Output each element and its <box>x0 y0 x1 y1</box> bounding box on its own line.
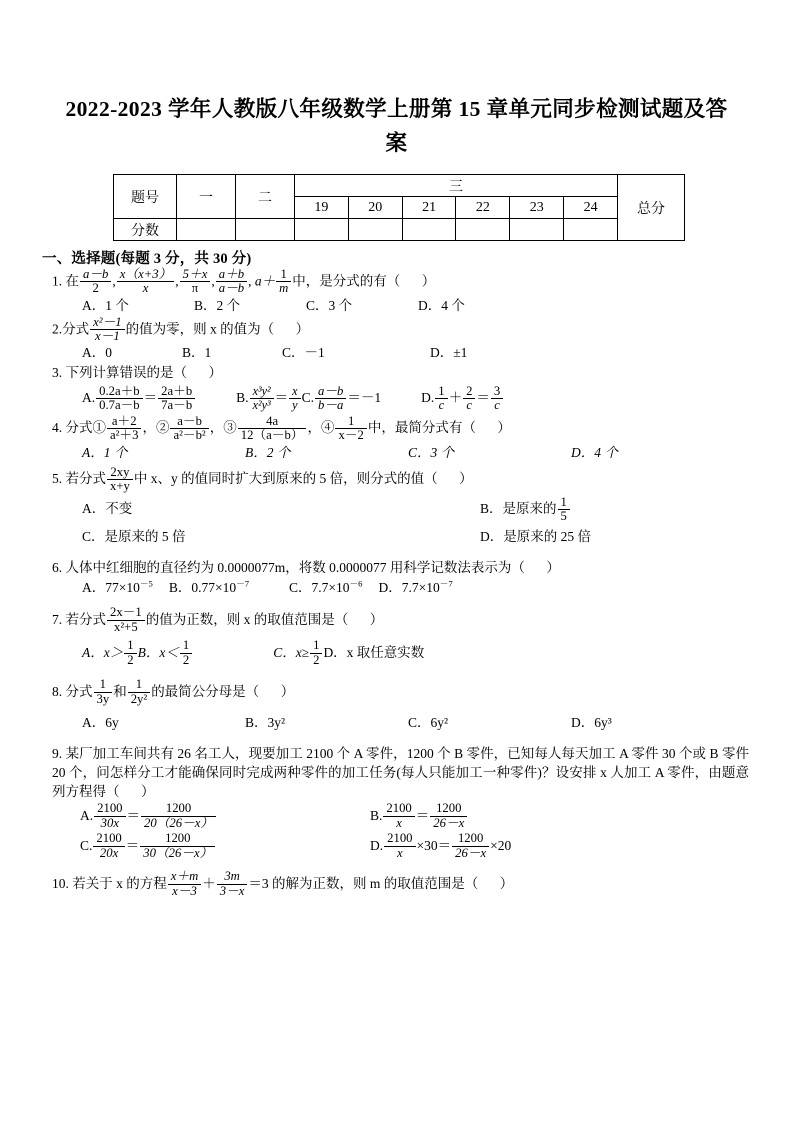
question-10-close: ） <box>499 875 514 891</box>
q3-option-b[interactable]: B. $\frac{\text{x³y²}}{\text{x²y³}}$ ＝ $\frac{x}{y}$ <box>236 390 301 405</box>
cell-question-label: 题号 <box>114 175 177 219</box>
question-3-text: 下列计算错误的是（ <box>65 365 187 381</box>
q4-fraction-1: $\frac{a+2}{\text{a²＋3}}$ <box>107 415 141 443</box>
score-table-container <box>0 160 793 241</box>
cell-score-23[interactable] <box>510 219 564 241</box>
q4-option-a[interactable]: A．1 个 <box>82 445 128 461</box>
q8-fraction-1: $\frac{1}{3y}$ <box>94 678 113 706</box>
question-10-prefix: 若关于 x 的方程 <box>72 875 167 891</box>
question-3 <box>0 363 793 413</box>
question-7-stem <box>52 604 745 636</box>
q6-option-c[interactable]: C．$7.7\times 10^{-6}$ <box>289 578 363 595</box>
question-9-number: 9. <box>52 745 63 761</box>
question-6 <box>0 550 793 598</box>
q1-option-b[interactable]: B．2 个 <box>194 297 241 313</box>
q10-plus: ＋ <box>202 875 216 891</box>
question-5-options-row1 <box>52 495 745 523</box>
q7-option-a[interactable]: A．x＞ $\frac{1}{2}$ <box>82 645 138 660</box>
question-2-close: ） <box>295 320 310 336</box>
q4-fraction-2: $\frac{a-b}{\text{a²－b²}}$ <box>170 415 208 443</box>
q2-option-c[interactable]: C．－1 <box>282 345 325 361</box>
q9b-lhs: $\frac{2100}{x}$ <box>383 802 414 830</box>
q2-option-b[interactable]: B．1 <box>182 345 212 361</box>
q9d-rhs: $\frac{1200}{26-x}$ <box>452 832 489 860</box>
question-2-number: 2. <box>52 320 63 336</box>
question-7-close: ） <box>369 611 384 627</box>
question-7-suffix: 的值为正数，则 x 的取值范围是（ <box>145 611 349 627</box>
q6-option-d[interactable]: D．$7.7\times 10^{-7}$ <box>378 578 453 595</box>
question-8-options <box>52 708 745 738</box>
question-5-options-row2 <box>52 524 745 550</box>
q4-fraction-4: $\frac{1}{x-2}$ <box>335 415 366 443</box>
q8-option-d[interactable]: D．6y³ <box>571 714 612 730</box>
q5-option-a[interactable]: A．不变 <box>82 501 133 517</box>
question-4 <box>0 413 793 463</box>
q7-option-b[interactable]: B．x＜ $\frac{1}{2}$ <box>138 645 194 660</box>
q5-option-b[interactable]: B．是原来的 $\frac{1}{5}$ <box>480 495 571 523</box>
question-5 <box>0 463 793 549</box>
question-5-stem <box>52 463 745 495</box>
q6-option-a[interactable]: A．$77\times 10^{-5}$ <box>82 578 153 595</box>
cell-sub-23: 23 <box>510 197 564 219</box>
q3-option-a[interactable]: A. $\frac{0.2a+b}{0.7a-b}$ ＝ $\frac{2a+b}{7a-b}$ <box>82 390 196 405</box>
question-8 <box>0 670 793 738</box>
question-4-suffix: 中，最简分式有（ <box>367 420 476 436</box>
question-7-options <box>52 636 745 670</box>
q4-sep-3: ，④ <box>307 420 335 436</box>
q9-option-b[interactable]: B. $\frac{2100}{x}$ ＝ $\frac{1200}{26-x}$ <box>370 808 468 823</box>
question-5-suffix: 中 x、y 的值同时扩大到原来的 5 倍，则分式的值（ <box>133 471 438 487</box>
question-10-stem <box>52 869 745 899</box>
section-heading-choice: 一、选择题(每题 3 分，共 30 分) <box>42 251 252 267</box>
question-9-close: ） <box>141 783 155 799</box>
q1-fraction-1: $\frac{a-b}{2}$ <box>80 268 111 296</box>
table-row-score <box>114 219 685 241</box>
question-1-options <box>52 296 745 316</box>
score-table <box>113 174 685 241</box>
q1-fraction-2: $\frac{x(x+3)}{x}$ <box>117 268 175 296</box>
question-1 <box>0 268 793 316</box>
cell-total-label: 总分 <box>618 175 685 241</box>
question-3-options <box>52 383 745 413</box>
q1-option-a[interactable]: A．1 个 <box>82 297 129 313</box>
question-9-text: 某厂加工车间共有 26 名工人，现要加工 2100 个 A 零件，1200 个 B 零件，已知每人每天加工 A 零件 30 个或 B 零件 20 个，问怎样分工才能确保同时完成两种零件的加工任务(每人只能加工一种零件)？设安排 x 人加工 A 零件，由题意列方程得（ <box>52 745 749 799</box>
q1-fraction-4: $\frac{a+b}{a-b}$ <box>216 268 247 296</box>
q4-fraction-3: $\frac{4a}{12(a-b)}$ <box>238 415 307 443</box>
question-4-number: 4. <box>52 420 63 436</box>
cell-section-three: 三 <box>295 175 618 197</box>
q9d-lhs: $\frac{2100}{x}$ <box>384 832 415 860</box>
q3b-rhs: $\frac{x}{y}$ <box>289 385 300 412</box>
q7a-fraction: $\frac{1}{2}$ <box>124 639 136 667</box>
question-4-close: ） <box>497 420 511 436</box>
question-6-options <box>52 578 745 598</box>
q3c-fraction: $\frac{a-b}{b-a}$ <box>315 385 346 413</box>
question-6-stem <box>52 558 745 578</box>
q9-option-a[interactable]: A. $\frac{2100}{30x}$ ＝ $\frac{1200}{20(26-x)}$ <box>80 801 330 831</box>
q8-fraction-2: $\frac{1}{\text{2y²}}$ <box>128 678 151 706</box>
q9-option-d[interactable]: D. $\frac{2100}{x}$ ×30＝ $\frac{1200}{26-x}$ ×20 <box>370 831 512 860</box>
cell-sub-19: 19 <box>295 197 349 219</box>
q4-sep-2: ，③ <box>209 420 237 436</box>
q7-option-c[interactable]: C．x≥ $\frac{1}{2}$ <box>273 645 323 660</box>
cell-score-two[interactable] <box>236 219 295 241</box>
question-10-number: 10. <box>52 875 69 891</box>
question-8-suffix: 的最简公分母是（ <box>151 683 260 699</box>
q3-option-c[interactable]: C. $\frac{a-b}{b-a}$ ＝－1 <box>301 383 382 413</box>
q3d-f2: $\frac{2}{c}$ <box>463 385 475 413</box>
question-8-close: ） <box>280 683 295 699</box>
cell-score-19[interactable] <box>295 219 349 241</box>
q7-option-d[interactable]: D．x 取任意实数 <box>323 644 425 660</box>
title-line-1: 2022-2023 学年人教版八年级数学上册第 15 章单元同步检测试题及答 <box>65 97 728 121</box>
cell-section-one: 一 <box>177 175 236 219</box>
q7-fraction: $\frac{2x-1}{\text{x²+5}}$ <box>107 606 145 634</box>
q9a-rhs: $\frac{1200}{20(26-x)}$ <box>141 802 216 830</box>
cell-sub-20: 20 <box>348 197 402 219</box>
question-2-prefix: 分式 <box>62 320 90 336</box>
page-title <box>0 0 793 160</box>
question-4-options <box>52 443 745 463</box>
cell-sub-24: 24 <box>564 197 618 219</box>
table-row-header-top <box>114 175 685 197</box>
question-9 <box>0 738 793 861</box>
question-2-options <box>52 343 745 363</box>
cell-score-20[interactable] <box>348 219 402 241</box>
q8-option-c[interactable]: C．6y² <box>408 714 449 730</box>
q3a-lhs: $\frac{0.2a+b}{0.7a-b}$ <box>96 385 143 413</box>
question-3-stem <box>52 363 745 383</box>
question-1-close: ） <box>421 273 436 289</box>
question-3-close: ） <box>208 365 222 381</box>
cell-score-24[interactable] <box>564 219 618 241</box>
question-7 <box>0 598 793 670</box>
cell-sub-21: 21 <box>402 197 456 219</box>
cell-score-21[interactable] <box>402 219 456 241</box>
q2-option-d[interactable]: D．±1 <box>430 345 468 361</box>
question-9-options <box>52 801 749 861</box>
q1-option-d[interactable]: D．4 个 <box>418 297 465 313</box>
q7c-fraction: $\frac{1}{2}$ <box>310 639 322 667</box>
question-9-stem <box>52 744 749 801</box>
q6-option-b[interactable]: B．$0.77\times 10^{-7}$ <box>168 578 250 595</box>
question-6-number: 6. <box>52 559 63 575</box>
q5-option-d[interactable]: D．是原来的 25 倍 <box>480 528 591 544</box>
q9c-rhs: $\frac{1200}{30(26-x)}$ <box>140 832 215 860</box>
question-8-stem <box>52 676 745 708</box>
q9a-lhs: $\frac{2100}{30x}$ <box>94 802 125 830</box>
question-2-stem <box>52 316 745 344</box>
q1-tail-fraction: $\frac{1}{m}$ <box>276 268 291 296</box>
title-line-2: 案 <box>385 131 408 155</box>
question-5-prefix: 若分式 <box>65 471 106 487</box>
question-8-number: 8. <box>52 683 63 699</box>
question-1-suffix: 中，是分式的有（ <box>292 273 401 289</box>
question-1-prefix: 在 <box>65 273 79 289</box>
cell-score-22[interactable] <box>456 219 510 241</box>
question-10 <box>0 861 793 899</box>
q8-option-b[interactable]: B．3y² <box>245 714 286 730</box>
question-3-number: 3. <box>52 365 63 381</box>
cell-section-two: 二 <box>236 175 295 219</box>
q1-tail-prefix: a＋ <box>254 273 276 289</box>
cell-sub-22: 22 <box>456 197 510 219</box>
question-5-number: 5. <box>52 471 63 487</box>
cell-score-one[interactable] <box>177 219 236 241</box>
q3a-rhs: $\frac{2a+b}{7a-b}$ <box>158 385 195 413</box>
q5-option-c[interactable]: C．是原来的 5 倍 <box>82 528 186 544</box>
q3d-f3: $\frac{3}{c}$ <box>491 385 503 413</box>
q9b-rhs: $\frac{1200}{26-x}$ <box>430 802 467 830</box>
q4-option-b[interactable]: B．2 个 <box>245 445 291 461</box>
q4-option-d[interactable]: D．4 个 <box>571 445 618 461</box>
question-5-close: ） <box>459 471 473 487</box>
question-2-suffix: 的值为零，则 x 的值为（ <box>125 320 275 336</box>
q9-option-c[interactable]: C. $\frac{2100}{20x}$ ＝ $\frac{1200}{30(26-x)}$ <box>80 831 330 861</box>
question-10-suffix: ＝3 的解为正数，则 m 的取值范围是（ <box>248 875 479 891</box>
q2-option-a[interactable]: A．0 <box>82 345 112 361</box>
q4-sep-1: ，② <box>142 420 170 436</box>
q8-mid: 和 <box>113 683 127 699</box>
q10-fraction-1: $\frac{x+m}{x-3}$ <box>168 870 201 898</box>
question-2 <box>0 316 793 364</box>
question-8-prefix: 分式 <box>65 683 93 699</box>
question-6-close: ） <box>546 559 560 575</box>
q8-option-a[interactable]: A．6y <box>82 714 119 730</box>
question-4-prefix: 分式① <box>65 420 106 436</box>
question-1-stem: 1. 在 $\frac{a-b}{2}$ , $\frac{x(x+3)}{x}$ , $\frac{5+x}{\pi}$ , $\frac{a+b}{a-b}$ , a＋ $\frac{1}{m}$ 中，是分式的有（ ） <box>52 267 436 296</box>
question-7-prefix: 若分式 <box>65 611 106 627</box>
q2-fraction: $\frac{\text{x²－1}}{x-1}$ <box>90 316 124 344</box>
question-6-text: 人体中红细胞的直径约为 0.0000077m，将数 0.0000077 用科学记数法表示为（ <box>65 559 525 575</box>
question-1-number: 1. <box>52 273 63 289</box>
q7b-fraction: $\frac{1}{2}$ <box>180 639 192 667</box>
question-4-stem <box>52 413 745 443</box>
q5b-fraction: $\frac{1}{5}$ <box>558 496 570 524</box>
q3d-f1: $\frac{1}{c}$ <box>435 385 447 413</box>
q3b-lhs: $\frac{\text{x³y²}}{\text{x²y³}}$ <box>250 385 274 412</box>
q4-option-c[interactable]: C．3 个 <box>408 445 455 461</box>
question-7-number: 7. <box>52 611 63 627</box>
q5-fraction: $\frac{2xy}{x+y}$ <box>107 466 133 494</box>
cell-score-label: 分数 <box>114 219 177 241</box>
q10-fraction-2: $\frac{3m}{3-x}$ <box>217 870 248 898</box>
q1-option-c[interactable]: C．3 个 <box>306 297 353 313</box>
q9c-lhs: $\frac{2100}{20x}$ <box>93 832 124 860</box>
q1-fraction-3: $\frac{5+x}{\pi}$ <box>180 268 211 296</box>
q3-option-d[interactable]: D. $\frac{1}{c}$ ＋ $\frac{2}{c}$ ＝ $\frac{3}{c}$ <box>421 390 504 405</box>
